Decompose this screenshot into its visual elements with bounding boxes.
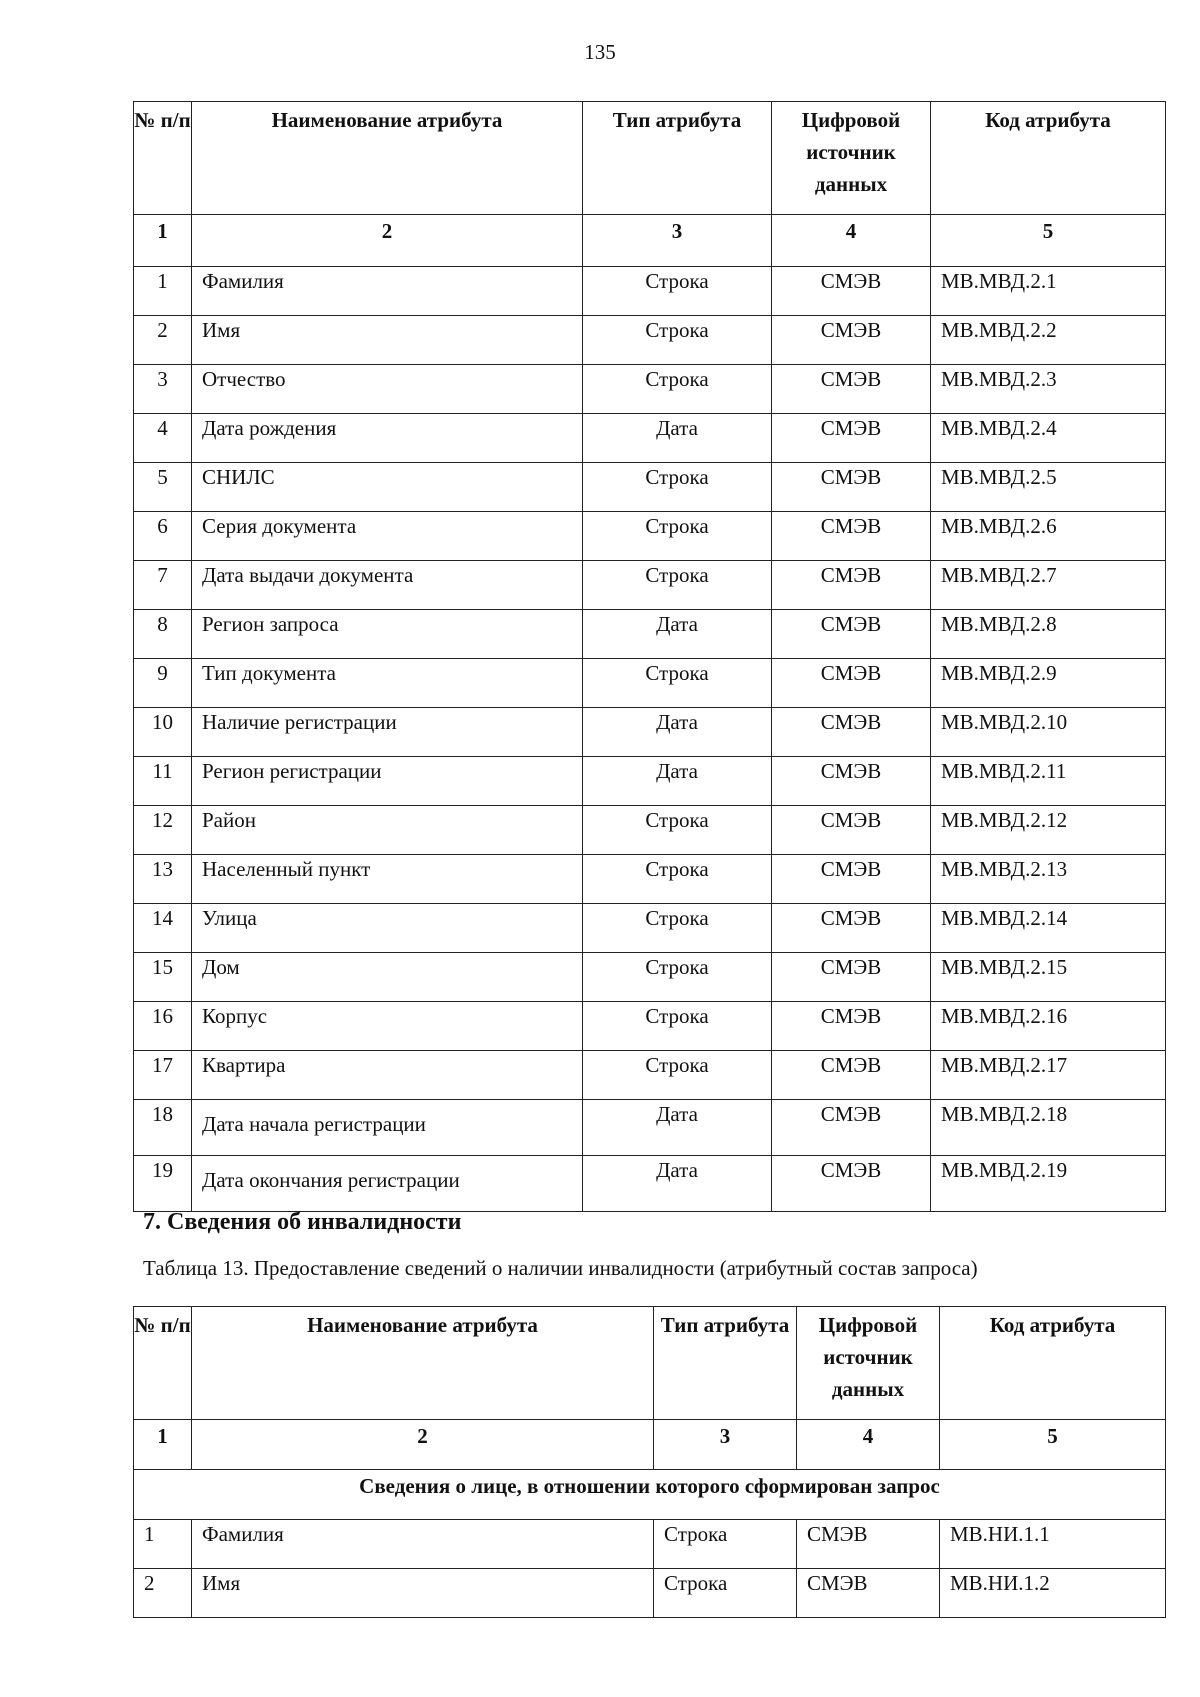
header-type: Тип атрибута [654,1307,797,1420]
header-type: Тип атрибута [583,102,772,215]
cell-source: СМЭВ [772,512,931,561]
table-row [134,1569,1166,1618]
cell-type: Строка [654,1569,797,1618]
cell-source: СМЭВ [772,463,931,512]
table-row [134,757,1166,806]
column-number: 1 [134,1420,192,1470]
cell-number: 10 [134,708,192,757]
table-header-row [134,1307,1166,1420]
cell-source: СМЭВ [772,414,931,463]
cell-number: 12 [134,806,192,855]
cell-number: 5 [134,463,192,512]
group-title-row [134,1470,1166,1520]
cell-name: Отчество [192,365,583,414]
cell-type: Дата [583,414,772,463]
cell-number: 6 [134,512,192,561]
cell-number: 1 [134,267,192,316]
page-number: 135 [584,40,616,64]
cell-name: Корпус [192,1002,583,1051]
column-number: 2 [192,215,583,267]
table-row [134,659,1166,708]
cell-name: Регион запроса [192,610,583,659]
header-name: Наименование атрибута [192,1307,654,1420]
cell-name: Имя [192,1569,654,1618]
cell-source: СМЭВ [772,365,931,414]
cell-type: Строка [583,659,772,708]
table-row [134,1520,1166,1569]
cell-source: СМЭВ [772,708,931,757]
cell-number: 18 [134,1100,192,1156]
cell-name: Фамилия [192,1520,654,1569]
table-row [134,1051,1166,1100]
cell-type: Строка [583,806,772,855]
cell-type: Дата [583,708,772,757]
header-code: Код атрибута [940,1307,1166,1420]
cell-name: Дата окончания регистрации [192,1156,583,1212]
cell-name: Наличие регистрации [192,708,583,757]
cell-type: Строка [583,512,772,561]
cell-number: 7 [134,561,192,610]
table-caption: Таблица 13. Предоставление сведений о наличии инвалидности (атрибутный состав запроса) [143,1256,978,1280]
table-row [134,463,1166,512]
cell-source: СМЭВ [772,1002,931,1051]
cell-source: СМЭВ [772,806,931,855]
cell-name: Серия документа [192,512,583,561]
cell-source: СМЭВ [772,1100,931,1156]
table-row [134,414,1166,463]
column-number: 5 [940,1420,1166,1470]
cell-type: Строка [583,1051,772,1100]
column-number-row [134,1420,1166,1470]
cell-number: 8 [134,610,192,659]
cell-type: Строка [583,561,772,610]
table-header-row [134,102,1166,215]
table-row [134,561,1166,610]
attributes-table-disability [133,1306,1166,1618]
cell-code: МВ.МВД.2.12 [931,806,1166,855]
cell-code: МВ.МВД.2.7 [931,561,1166,610]
cell-number: 4 [134,414,192,463]
table-row [134,365,1166,414]
cell-source: СМЭВ [772,953,931,1002]
cell-code: МВ.МВД.2.18 [931,1100,1166,1156]
cell-number: 3 [134,365,192,414]
cell-code: МВ.НИ.1.2 [940,1569,1166,1618]
cell-code: МВ.МВД.2.6 [931,512,1166,561]
cell-name: Тип документа [192,659,583,708]
cell-number: 1 [134,1520,192,1569]
group-title: Сведения о лице, в отношении которого сформирован запрос [134,1470,1166,1520]
cell-type: Дата [583,1100,772,1156]
cell-source: СМЭВ [772,904,931,953]
column-number: 3 [583,215,772,267]
table-row [134,1100,1166,1156]
cell-name: Дом [192,953,583,1002]
table-row [134,610,1166,659]
cell-code: МВ.МВД.2.19 [931,1156,1166,1212]
cell-source: СМЭВ [772,561,931,610]
cell-type: Дата [583,610,772,659]
cell-name: Имя [192,316,583,365]
cell-code: МВ.МВД.2.8 [931,610,1166,659]
cell-source: СМЭВ [772,1156,931,1212]
table-row [134,316,1166,365]
cell-source: СМЭВ [797,1569,940,1618]
table-row [134,855,1166,904]
cell-code: МВ.МВД.2.17 [931,1051,1166,1100]
column-number: 3 [654,1420,797,1470]
cell-code: МВ.МВД.2.5 [931,463,1166,512]
header-name: Наименование атрибута [192,102,583,215]
column-number: 5 [931,215,1166,267]
cell-type: Строка [583,316,772,365]
cell-code: МВ.МВД.2.2 [931,316,1166,365]
cell-number: 2 [134,316,192,365]
cell-source: СМЭВ [772,316,931,365]
cell-number: 17 [134,1051,192,1100]
cell-name: Дата рождения [192,414,583,463]
header-num: № п/п [134,102,192,215]
table-row [134,1156,1166,1212]
cell-type: Строка [583,463,772,512]
cell-name: Фамилия [192,267,583,316]
column-number: 2 [192,1420,654,1470]
cell-code: МВ.МВД.2.13 [931,855,1166,904]
table-row [134,512,1166,561]
table-row [134,267,1166,316]
cell-source: СМЭВ [772,659,931,708]
attributes-table-mvd [133,101,1166,1212]
cell-name: Населенный пункт [192,855,583,904]
cell-code: МВ.МВД.2.1 [931,267,1166,316]
cell-code: МВ.НИ.1.1 [940,1520,1166,1569]
header-code: Код атрибута [931,102,1166,215]
cell-type: Строка [583,953,772,1002]
table-row [134,1002,1166,1051]
cell-code: МВ.МВД.2.10 [931,708,1166,757]
cell-source: СМЭВ [772,267,931,316]
cell-code: МВ.МВД.2.4 [931,414,1166,463]
cell-code: МВ.МВД.2.15 [931,953,1166,1002]
cell-number: 11 [134,757,192,806]
table-row [134,806,1166,855]
cell-type: Строка [583,1002,772,1051]
cell-name: Дата выдачи документа [192,561,583,610]
column-number: 4 [797,1420,940,1470]
cell-number: 9 [134,659,192,708]
column-number-row [134,215,1166,267]
cell-name: СНИЛС [192,463,583,512]
cell-type: Дата [583,757,772,806]
cell-name: Район [192,806,583,855]
table-row [134,953,1166,1002]
cell-name: Регион регистрации [192,757,583,806]
cell-number: 13 [134,855,192,904]
cell-type: Дата [583,1156,772,1212]
section-heading: 7. Сведения об инвалидности [143,1209,462,1235]
cell-type: Строка [583,904,772,953]
cell-name: Улица [192,904,583,953]
header-source: Цифровой источник данных [772,102,931,215]
cell-type: Строка [583,365,772,414]
cell-code: МВ.МВД.2.3 [931,365,1166,414]
cell-code: МВ.МВД.2.11 [931,757,1166,806]
header-source: Цифровой источник данных [797,1307,940,1420]
cell-name: Дата начала регистрации [192,1100,583,1156]
cell-source: СМЭВ [772,855,931,904]
cell-source: СМЭВ [772,1051,931,1100]
cell-code: МВ.МВД.2.9 [931,659,1166,708]
header-num: № п/п [134,1307,192,1420]
cell-type: Строка [654,1520,797,1569]
cell-name: Квартира [192,1051,583,1100]
cell-number: 19 [134,1156,192,1212]
cell-number: 16 [134,1002,192,1051]
table-row [134,708,1166,757]
column-number: 4 [772,215,931,267]
cell-type: Строка [583,267,772,316]
cell-number: 14 [134,904,192,953]
table-row [134,904,1166,953]
cell-type: Строка [583,855,772,904]
cell-source: СМЭВ [772,610,931,659]
cell-code: МВ.МВД.2.14 [931,904,1166,953]
cell-source: СМЭВ [772,757,931,806]
cell-number: 15 [134,953,192,1002]
column-number: 1 [134,215,192,267]
cell-number: 2 [134,1569,192,1618]
cell-source: СМЭВ [797,1520,940,1569]
cell-code: МВ.МВД.2.16 [931,1002,1166,1051]
